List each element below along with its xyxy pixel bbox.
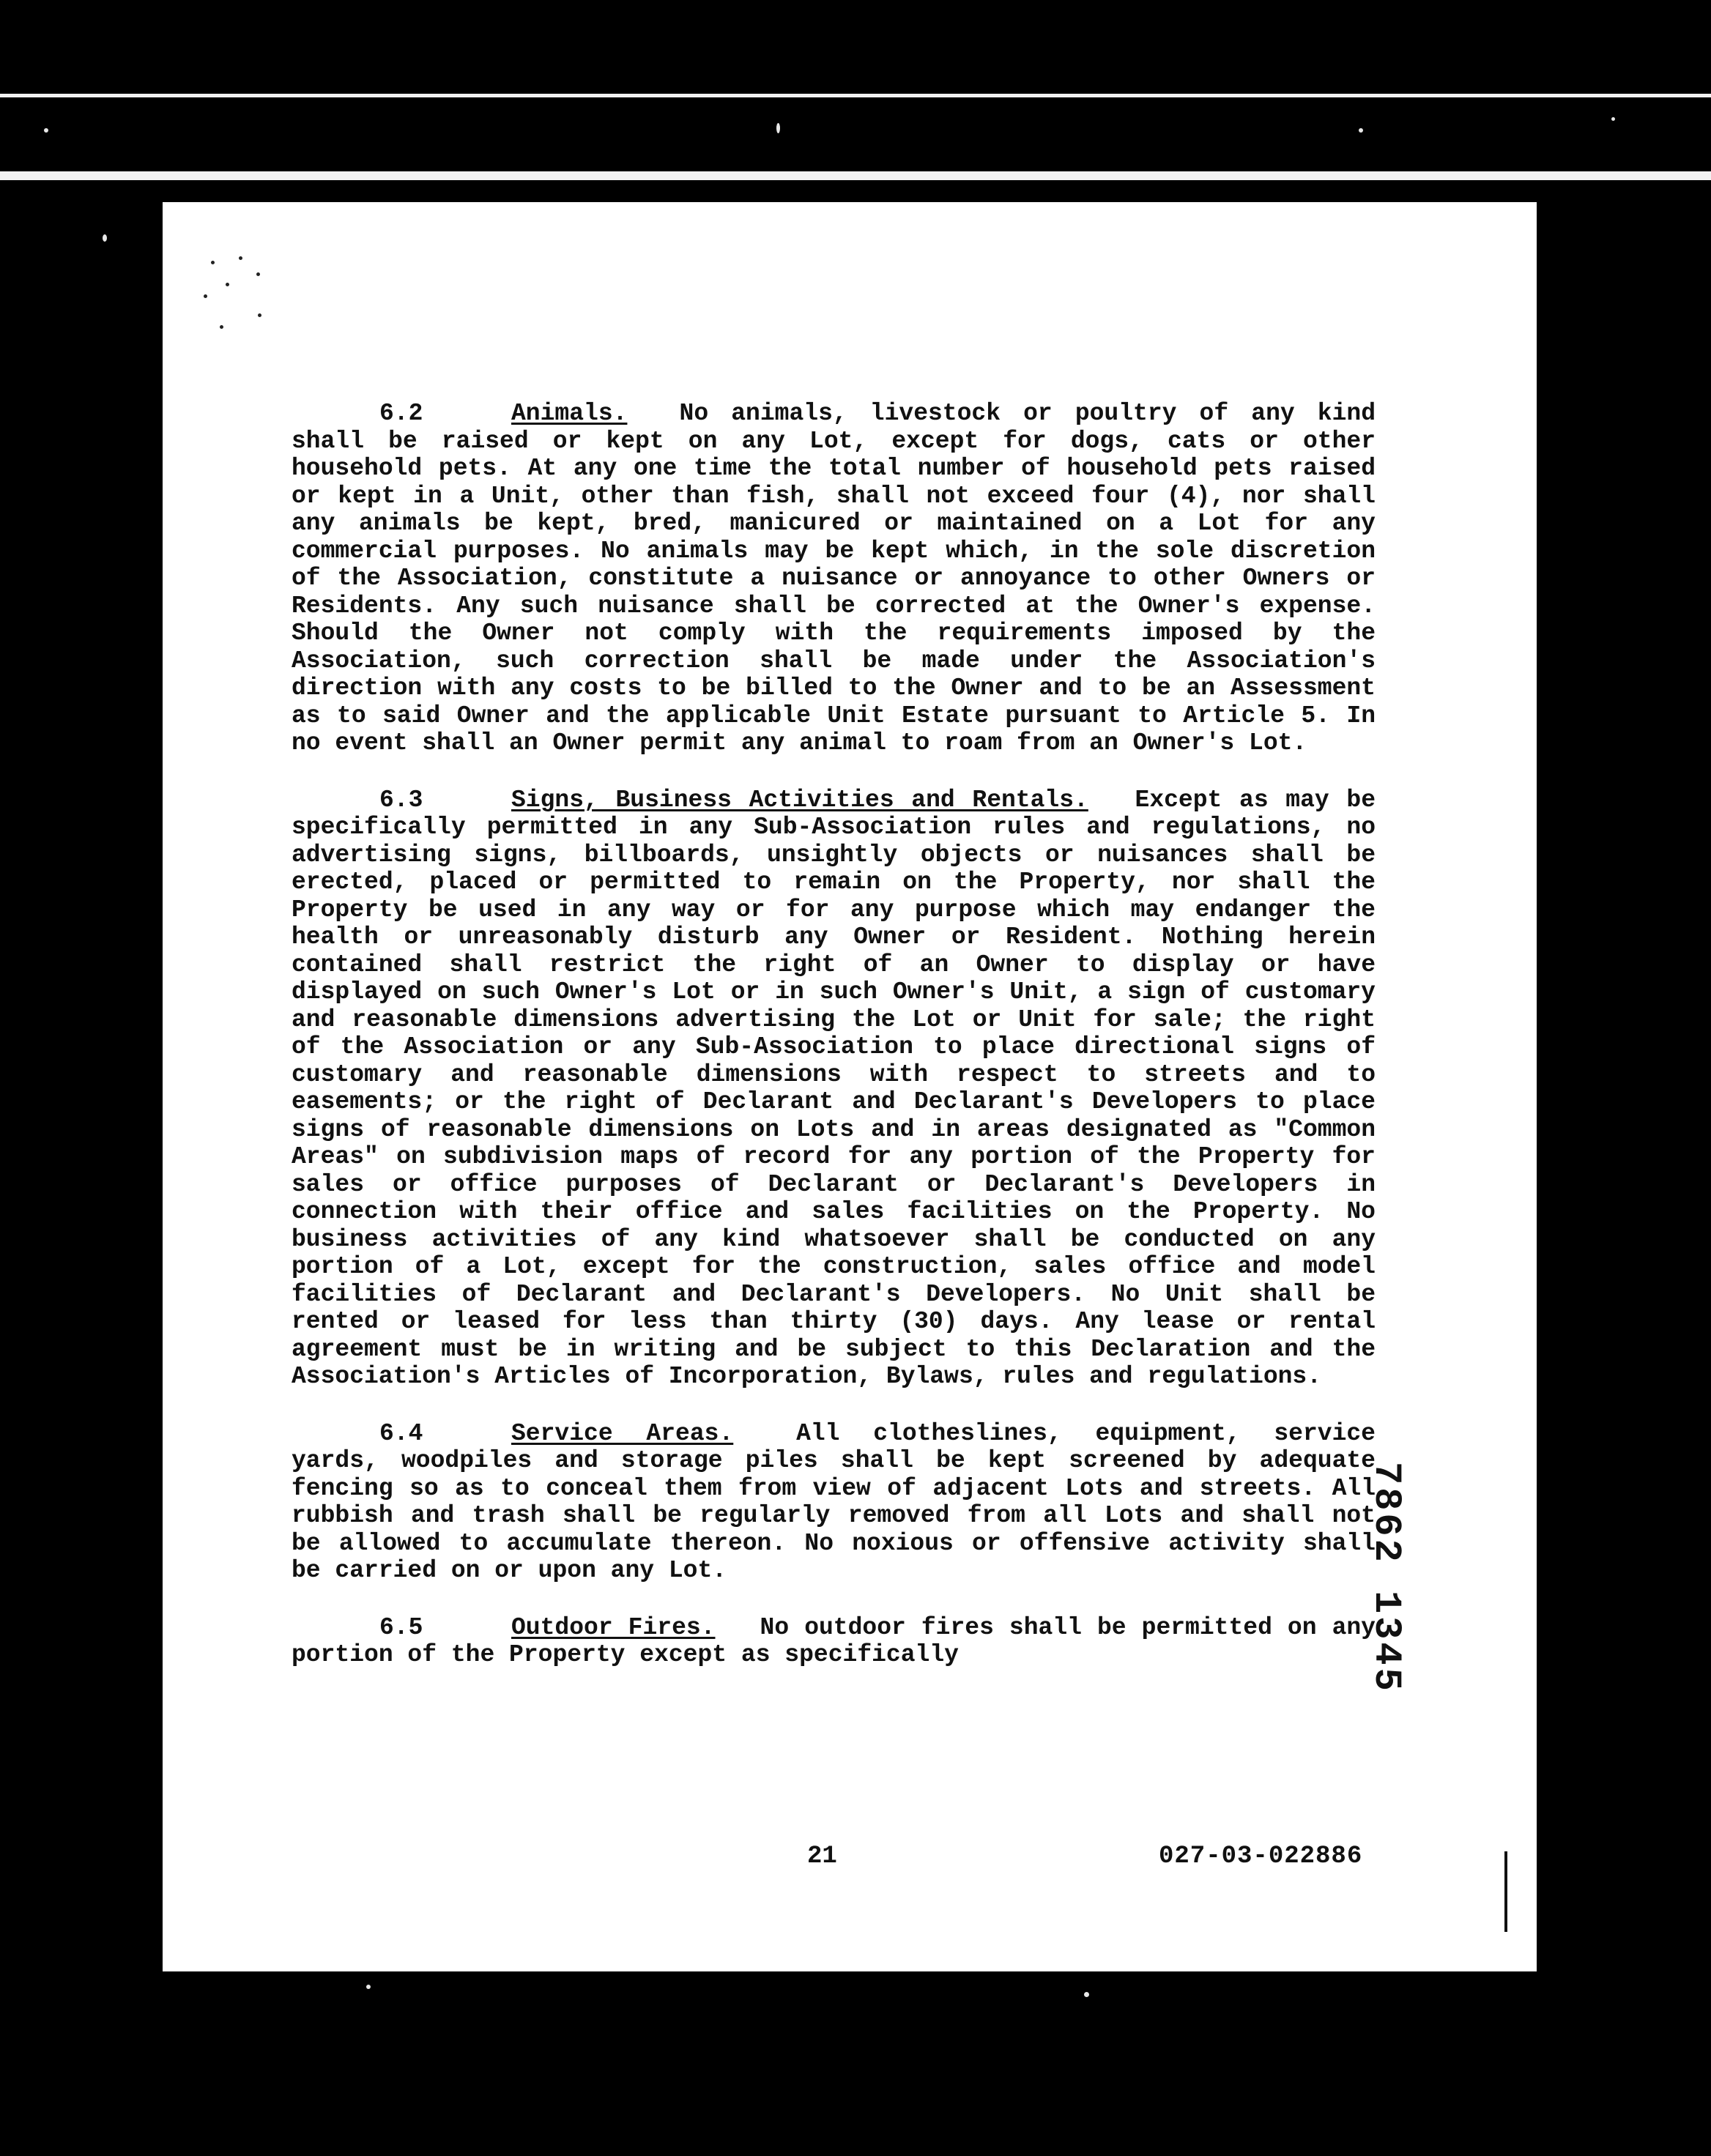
margin-rule <box>1504 1851 1507 1932</box>
document-page <box>163 202 1537 1971</box>
document-id: 027-03-022886 <box>1159 1843 1363 1870</box>
side-stamp-number: 7862 1345 <box>1365 1462 1408 1694</box>
page-number: 21 <box>807 1843 837 1870</box>
section-title: Outdoor Fires. <box>511 1613 716 1641</box>
section-text: All clotheslines, equipment, service yards, woodpiles and storage piles shall be kept screened by adequate fencing so as to conceal them from view of adjacent Lots and streets. All rubbish and trash shall be regularly removed from all Lots and shall not be allowed to accumulate thereon. No noxious or offensive activity shall be carried on or upon any Lot. <box>292 1419 1376 1584</box>
section-number: 6.5 <box>379 1613 423 1641</box>
section-number: 6.2 <box>379 400 423 427</box>
document-body <box>292 400 1376 1698</box>
scan-dot <box>204 294 207 298</box>
scan-dot <box>239 256 242 260</box>
scan-speck <box>103 234 107 242</box>
scan-speck <box>366 1985 371 1989</box>
section-title: Animals. <box>511 400 628 427</box>
section-number: 6.4 <box>379 1419 423 1447</box>
scan-speck <box>1359 128 1363 133</box>
scan-dot <box>211 261 215 264</box>
scan-speck <box>44 128 48 133</box>
scan-dot <box>258 313 261 317</box>
section-text: Except as may be specifically permitted in any Sub-Association rules and regulations, no advertising signs, billboards, unsightly objects or nuisances shall be erected, placed or permitted to remain on the Property, nor shall the Property be used in any way or for any purpose which may endanger the health or unreasonably disturb any Owner or Resident. Nothing herein contained shall restrict the right of an Owner to display or have displayed on such Owner's Lot or in such Owner's Unit, a sign of customary and reasonable dimensions advertising the Lot or Unit for sale; the right of the Association or any Sub-Association to place directional signs of customary and reasonable dimensions with respect to streets and to easements; or the right of Declarant and Declarant's Developers to place signs of reasonable dimensions on Lots and in areas designated as "Common Areas" on subdivision maps of record for any portion of the Property for sales or office purposes of Declarant or Declarant's Developers in connection with their office and sales facilities on the Property. No business activities of any kind whatsoever shall be conducted on any portion of a Lot, except for the construction, sales office and model facilities of Declarant and Declarant's Developers. No Unit shall be rented or leased for less than thirty (30) days. Any lease or rental agreement must be in writing and be subject to this Declaration and the Association's Articles of Incorporation, Bylaws, rules and regulations. <box>292 786 1376 1390</box>
scan-speck <box>776 123 780 133</box>
scan-speck <box>1084 1992 1089 1997</box>
section-6-4 <box>292 1420 1376 1585</box>
section-6-3 <box>292 787 1376 1391</box>
scan-dot <box>226 283 229 286</box>
section-number: 6.3 <box>379 786 423 814</box>
section-text: No animals, livestock or poultry of any kind shall be raised or kept on any Lot, except for dogs, cats or other household pets. At any one time the total number of household pets raised or kept in a Unit, other than fish, shall not exceed four (4), nor shall any animals be kept, bred, manicured or maintained on a Lot for any commercial purposes. No animals may be kept which, in the sole discretion of the Association, constitute a nuisance or annoyance to other Owners or Residents. Any such nuisance shall be corrected at the Owner's expense. Should the Owner not comply with the requirements imposed by the Association, such correction shall be made under the Association's direction with any costs to be billed to the Owner and to be an Assessment as to said Owner and the applicable Unit Estate pursuant to Article 5. In no event shall an Owner permit any animal to roam from an Owner's Lot. <box>292 400 1376 757</box>
section-title: Service Areas. <box>511 1419 734 1447</box>
scan-speck <box>1611 117 1615 121</box>
scan-edge-line-top <box>0 94 1711 97</box>
scan-edge-line-bottom <box>0 171 1711 180</box>
section-6-5 <box>292 1614 1376 1669</box>
scan-dot <box>220 325 223 329</box>
section-text: No outdoor fires shall be permitted on any portion of the Property except as specifically <box>292 1613 1376 1668</box>
section-title: Signs, Business Activities and Rentals. <box>511 786 1088 814</box>
scan-dot <box>256 272 260 276</box>
section-6-2 <box>292 400 1376 757</box>
